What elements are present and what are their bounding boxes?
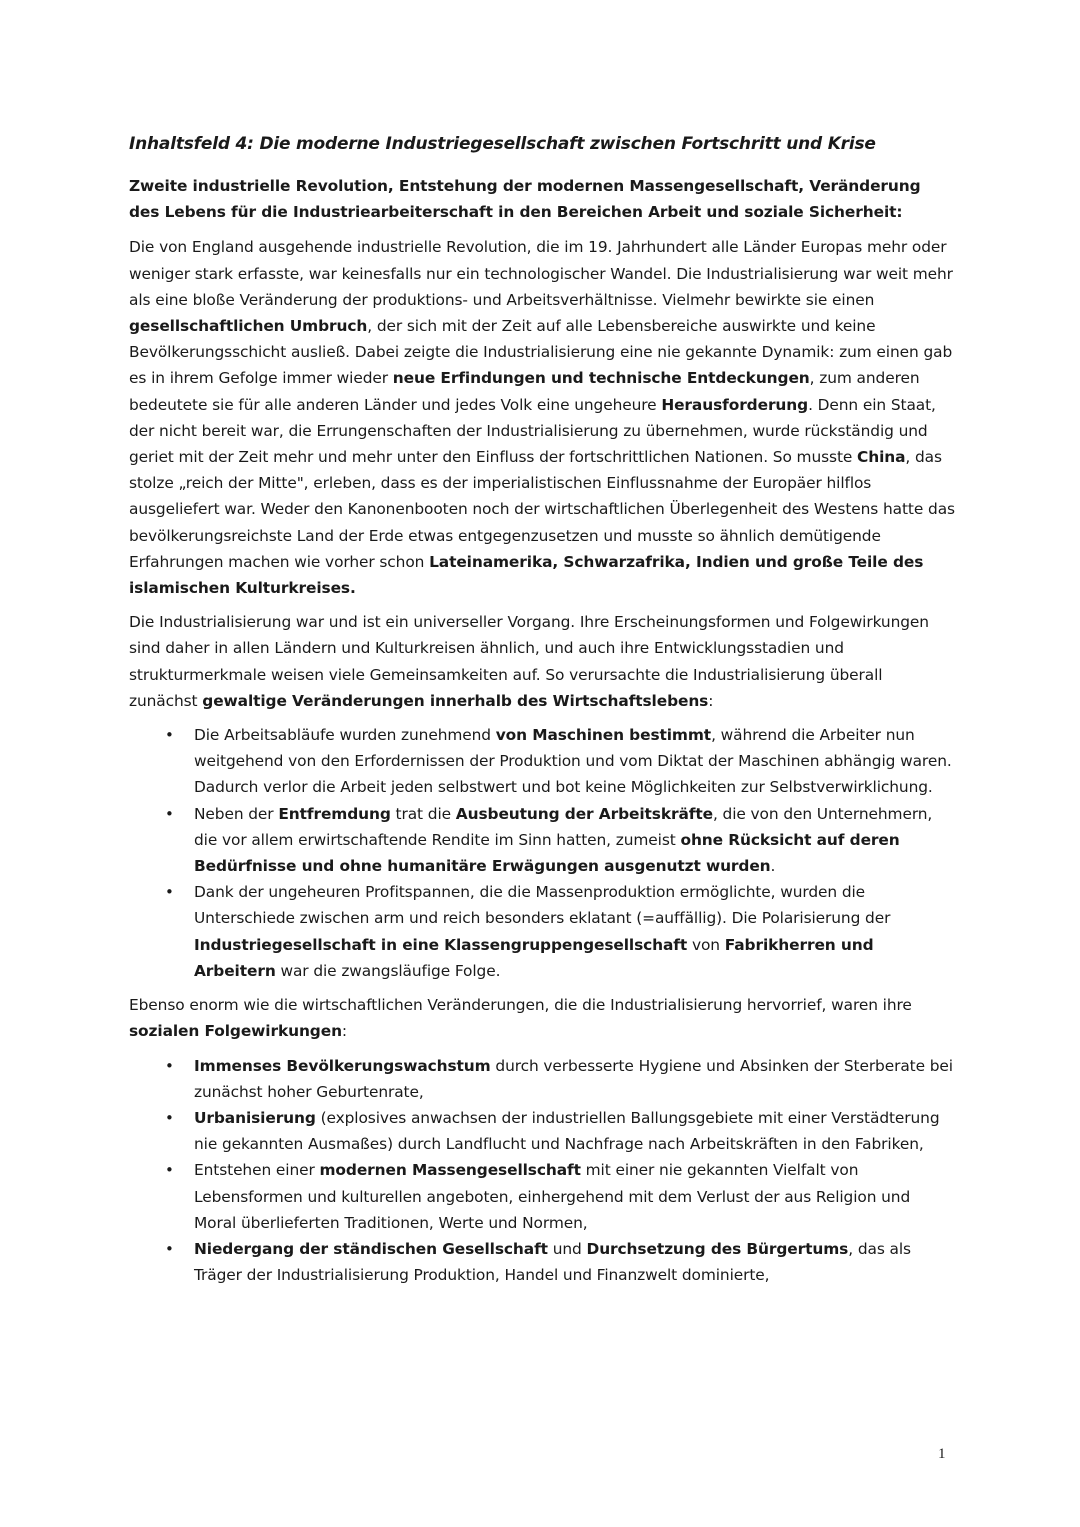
bold-text: Fabrikherren und Arbeitern [194, 935, 874, 980]
text-run: , die von den Unternehmern, die vor allem erwirtschaftende Rendite im Sinn hatten, zumeist [194, 804, 933, 849]
text-run: Entstehen einer [194, 1161, 320, 1180]
bold-text: Urbanisierung [194, 1108, 316, 1127]
text-run: war die zwangsläufige Folge. [275, 961, 501, 980]
text-run: . [770, 857, 776, 876]
bullet-icon: • [165, 804, 174, 823]
page-number: 1 [938, 1446, 946, 1462]
social-effects-list [129, 1053, 955, 1289]
list-item [129, 1053, 955, 1105]
list-item [129, 722, 955, 801]
text-run: , während die Arbeiter nun weitgehend von den Erfordernissen der Produktion und vom Diktat der Maschinen abhängig waren. Dadurch verlor die Arbeit jeden selbstwert und bot keine Möglichkeiten zur Selbstverwirklichung. [194, 726, 952, 797]
text-run: Die Industrialisierung war und ist ein universeller Vorgang. Ihre Erscheinungsformen und Folgewirkungen sind daher in allen Ländern und Kulturkreisen ähnlich, und auch ihre Entwicklungsstadien und strukturmerkmale weisen viele Gemeinsamkeiten auf. So verursachte die Industrialisierung überall zunächst [129, 613, 929, 710]
bold-text: ohne Rücksicht auf deren Bedürfnisse und ohne humanitäre Erwägungen ausgenutzt wurden [194, 830, 900, 876]
text-run: trat die [390, 804, 456, 823]
text-run: Ebenso enorm wie die wirtschaftlichen Veränderungen, die die Industrialisierung hervorrief, waren ihre [129, 996, 912, 1015]
bold-text: Herausforderung [661, 395, 809, 414]
bold-text: Entfremdung [278, 804, 391, 823]
text-run: (explosives anwachsen der industriellen Ballungsgebiete mit einer Verstädterung nie gekannten Ausmaßes) durch Landflucht und Nachfrage nach Arbeitskräften in den Fabriken, [194, 1108, 940, 1154]
bold-text: Niedergang der ständischen Gesellschaft [194, 1239, 548, 1258]
text-run: Die von England ausgehende industrielle Revolution, die im 19. Jahrhundert alle Länder Europas mehr oder weniger stark erfasste, war keinesfalls nur ein technologischer Wandel. Die Industrialisierung war weit mehr als eine bloße Veränderung der produktions- und Arbeitsverhältnisse. Vielmehr bewirkte sie einen [129, 238, 953, 309]
bold-text: China [857, 448, 906, 467]
bold-text: Lateinamerika, Schwarzafrika, Indien und große Teile des islamischen Kulturkreises. [129, 552, 924, 598]
text-run: . Denn ein Staat, der nicht bereit war, die Errungenschaften der Industrialisierung zu übernehmen, wurde rückständig und geriet mit der Zeit mehr und mehr unter den Einfluss der fortschrittlichen Nationen. So musste [129, 395, 936, 467]
bold-text: modernen Massengesellschaft [319, 1161, 581, 1180]
text-run: , der sich mit der Zeit auf alle Lebensbereiche auswirkte und keine Bevölkerungsschicht ausließ. Dabei zeigte die Industrialisierung eine nie gekannte Dynamik: zum einen gab es in ihrem Gefolge immer wieder [129, 317, 953, 388]
bold-text: gesellschaftlichen Umbruch [129, 317, 368, 336]
text-run: mit einer nie gekannten Vielfalt von Lebensformen und kulturellen angeboten, einhergehend mit dem Verlust der aus Religion und Moral überlieferten Traditionen, Werte und Normen, [194, 1161, 911, 1232]
paragraph-intro [129, 234, 955, 601]
bold-text: Ausbeutung der Arbeitskräfte [455, 804, 713, 823]
paragraph-economic-changes [129, 609, 955, 714]
bullet-icon: • [165, 1161, 174, 1180]
text-run: und [547, 1239, 587, 1258]
text-run: Dank der ungeheuren Profitspannen, die die Massenproduktion ermöglichte, wurden die Unterschiede zwischen arm und reich besonders eklatant (=auffällig). Die Polarisierung der [194, 883, 891, 928]
list-item [129, 801, 955, 880]
text-run: von [687, 935, 725, 954]
page-content [129, 132, 955, 1296]
text-run: , das als Träger der Industrialisierung Produktion, Handel und Finanzwelt dominierte, [194, 1239, 911, 1285]
bullet-icon: • [165, 726, 174, 745]
text-run: durch verbesserte Hygiene und Absinken der Sterberate bei zunächst hoher Geburtenrate, [194, 1056, 953, 1101]
section-subtitle: Zweite industrielle Revolution, Entstehung der modernen Massengesellschaft, Veränderung des Lebens für die Industriearbeiterschaft in den Bereichen Arbeit und soziale Sicherheit: [129, 177, 921, 222]
bullet-icon: • [165, 1108, 174, 1127]
list-item [129, 1236, 955, 1288]
bold-text: Durchsetzung des Bürgertums [586, 1239, 849, 1258]
text-run: : [341, 1022, 348, 1041]
list-item [129, 1157, 955, 1236]
text-run: Neben der [194, 804, 279, 823]
bold-text: Immenses Bevölkerungswachstum [194, 1056, 491, 1075]
bold-text: von Maschinen bestimmt [495, 726, 712, 745]
paragraph-social-effects [129, 992, 955, 1044]
bold-text: neue Erfindungen und technische Entdeckungen [392, 369, 810, 388]
bold-text: sozialen Folgewirkungen [129, 1022, 342, 1041]
bullet-icon: • [165, 1056, 174, 1075]
text-run: , das stolze „reich der Mitte", erleben, dass es der imperialistischen Einflussnahme der Europäer hilflos ausgeliefert war. Weder den Kanonenbooten noch der wirtschaftlichen Überlegenheit des Westens hatte das bevölkerungsreichste Land der Erde etwas entgegenzusetzen und musste so ähnlich demütigende Erfahrungen machen wie vorher schon [129, 448, 955, 571]
bullet-icon: • [165, 1239, 174, 1258]
bold-text: gewaltige Veränderungen innerhalb des Wirtschaftslebens [202, 691, 709, 710]
bullet-icon: • [165, 883, 174, 902]
document-title: Inhaltsfeld 4: Die moderne Industriegesellschaft zwischen Fortschritt und Krise [129, 134, 876, 154]
bold-text: Industriegesellschaft in eine Klassengruppengesellschaft [194, 935, 688, 954]
list-item [129, 879, 955, 984]
text-run: Die Arbeitsabläufe wurden zunehmend [194, 726, 496, 745]
list-item [129, 1105, 955, 1157]
text-run: , zum anderen bedeutete sie für alle anderen Länder und jedes Volk eine ungeheure [129, 369, 920, 414]
economic-changes-list [129, 722, 955, 984]
text-run: : [708, 691, 714, 710]
